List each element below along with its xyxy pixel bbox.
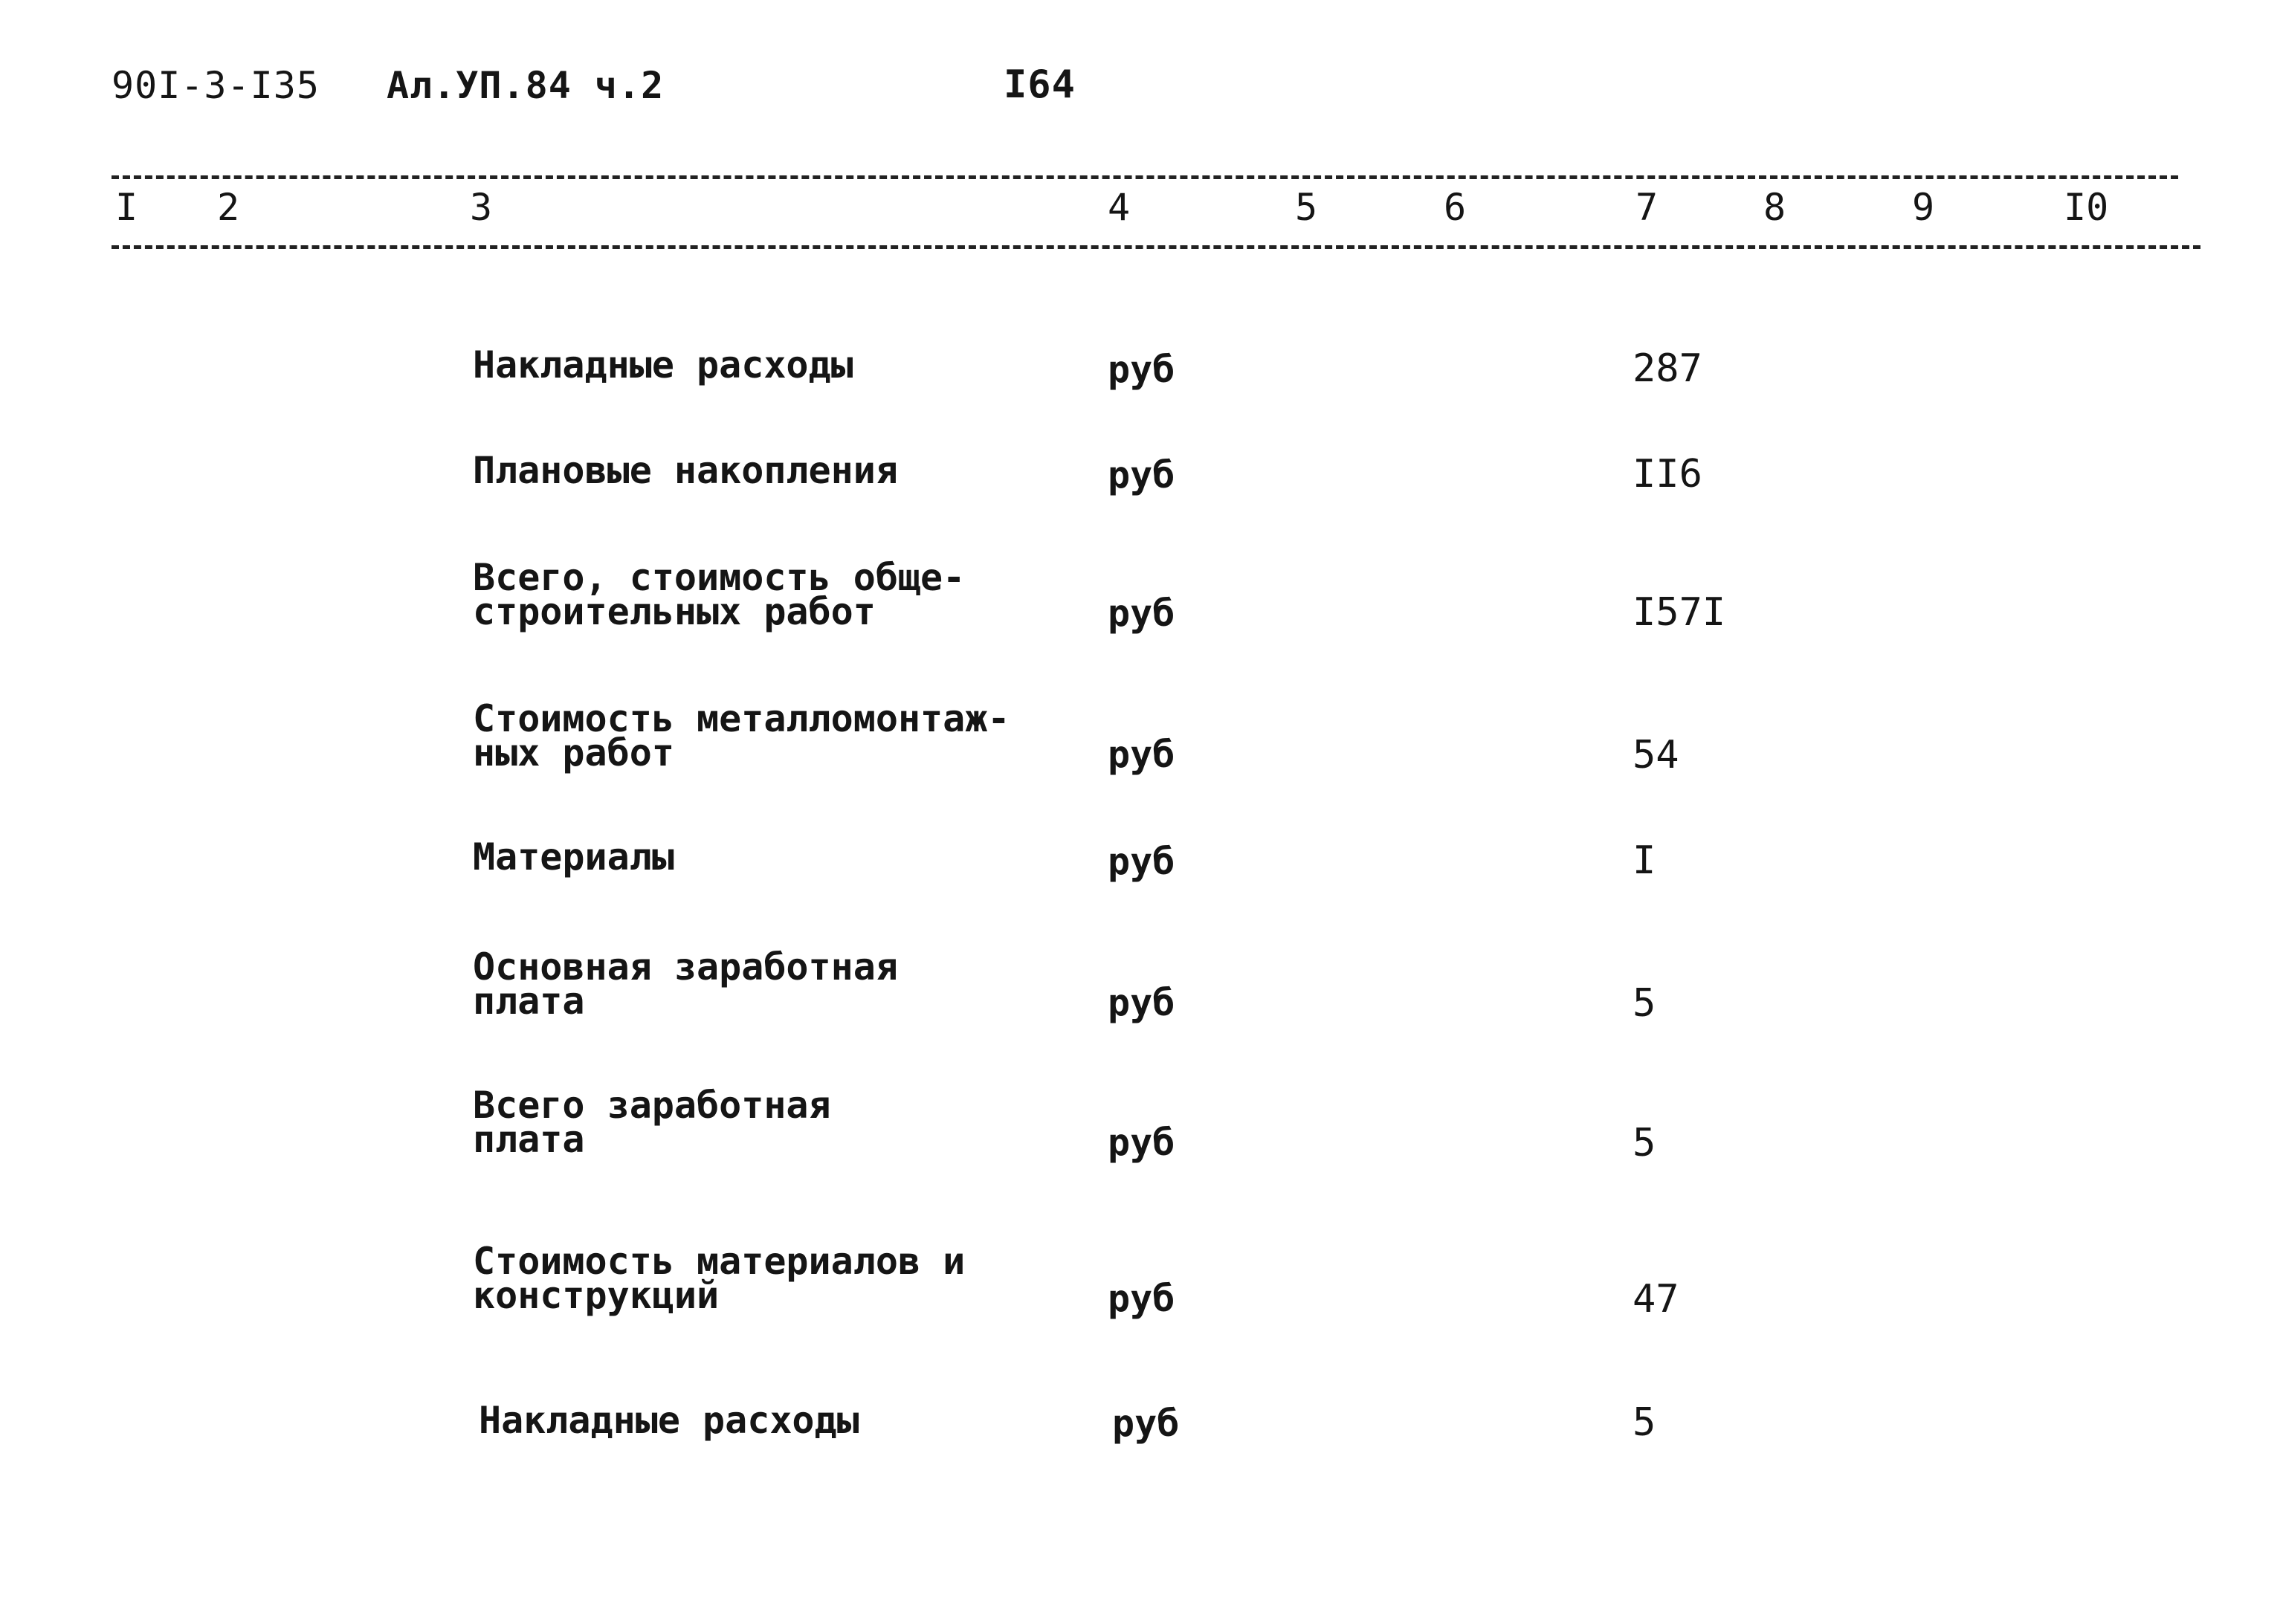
row-description: Материалы <box>473 835 674 879</box>
album-reference: Ал.УП.84 ч.2 <box>387 64 665 107</box>
row-unit: руб <box>1108 348 1175 391</box>
column-number-10: I0 <box>2064 186 2109 229</box>
row-description: Плановые накопления <box>473 449 898 492</box>
column-number-3: 3 <box>470 186 493 229</box>
row-unit: руб <box>1108 733 1175 776</box>
row-value: I57I <box>1633 590 1726 635</box>
row-description: Всего, стоимость обще- строительных работ <box>473 556 966 633</box>
row-value: 54 <box>1633 733 1679 777</box>
row-description: Основная заработная плата <box>473 945 898 1023</box>
column-number-7: 7 <box>1635 186 1659 229</box>
column-number-5: 5 <box>1295 186 1318 229</box>
row-description: Накладные расходы <box>479 1399 859 1442</box>
column-number-1: I <box>115 186 138 229</box>
column-number-4: 4 <box>1108 186 1131 229</box>
row-value: 47 <box>1633 1277 1679 1321</box>
row-unit: руб <box>1108 1277 1175 1320</box>
row-unit: руб <box>1108 592 1175 635</box>
row-description: Всего заработная плата <box>473 1084 831 1161</box>
row-value: II6 <box>1633 452 1702 496</box>
row-description: Стоимость материалов и конструкций <box>473 1240 966 1317</box>
row-value: I <box>1633 838 1656 883</box>
row-unit: руб <box>1108 840 1175 883</box>
row-description: Стоимость металломонтаж- ных работ <box>473 697 1010 774</box>
row-value: 287 <box>1633 346 1702 391</box>
column-number-8: 8 <box>1763 186 1786 229</box>
column-number-9: 9 <box>1912 186 1935 229</box>
header-bottom-rule <box>112 245 2200 249</box>
row-unit: руб <box>1108 981 1175 1024</box>
doc-code: 90I-3-I35 <box>112 64 320 107</box>
row-value: 5 <box>1633 1400 1656 1445</box>
row-unit: руб <box>1108 453 1175 496</box>
row-description: Накладные расходы <box>473 343 853 386</box>
row-unit: руб <box>1112 1402 1180 1445</box>
row-unit: руб <box>1108 1121 1175 1164</box>
row-value: 5 <box>1633 981 1656 1026</box>
row-value: 5 <box>1633 1121 1656 1165</box>
header-top-rule <box>112 175 2178 179</box>
column-number-6: 6 <box>1444 186 1467 229</box>
page-number: I64 <box>1004 62 1076 107</box>
column-number-2: 2 <box>217 186 240 229</box>
